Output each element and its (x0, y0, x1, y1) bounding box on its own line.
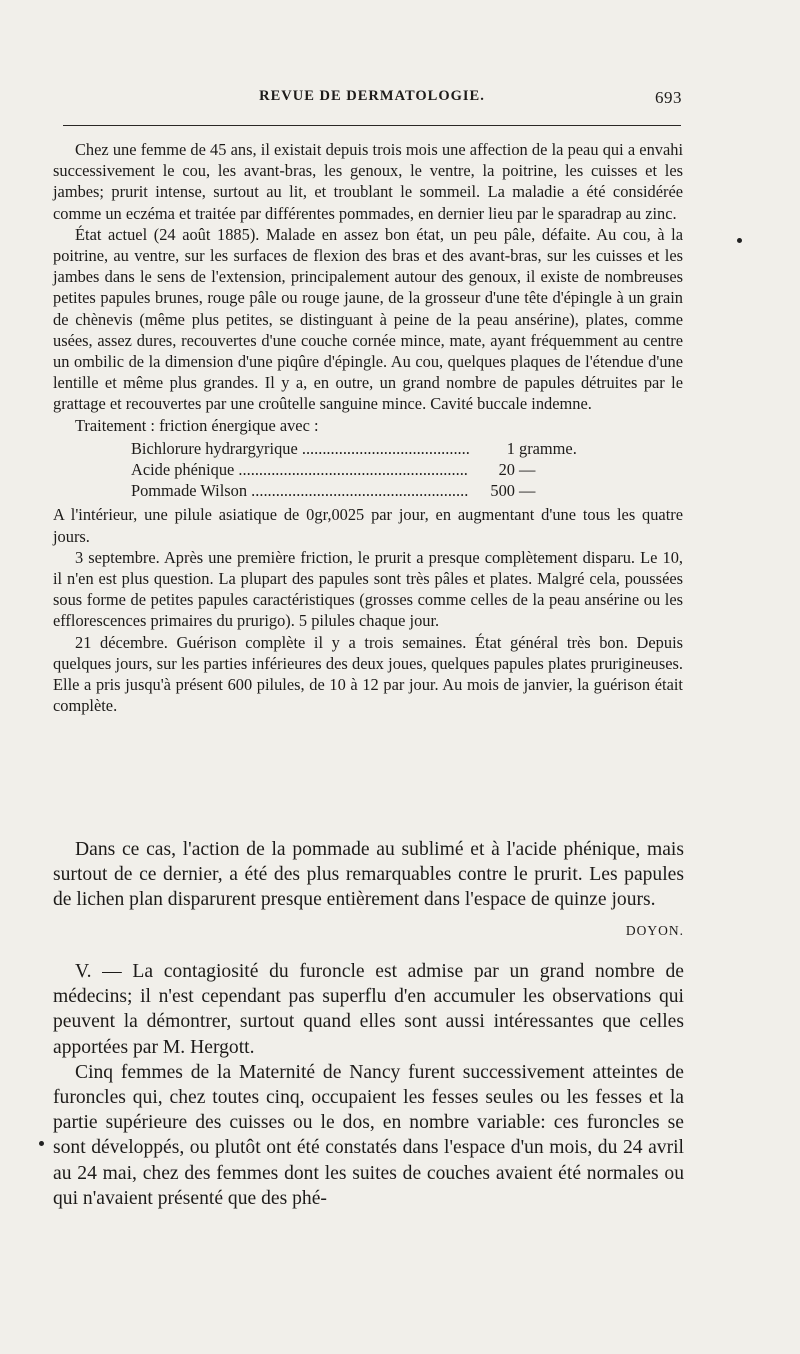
prescription-qty: 1 (506, 438, 515, 458)
section-paragraph: Cinq femmes de la Maternité de Nancy furent successivement atteintes de furoncles qui, chez toutes cinq, occupaient les fesses seules ou les fesses et la partie supérieure des cuisses ou le dos, en nombre variable: ces furoncles se sont développés, ou plutôt ont été constatés dans l'espace d'un mois, du 24 avril au 24 mai, chez des femmes dont les suites de couches avaient été normales ou qui n'avaient présenté que des phé- (53, 1061, 684, 1209)
prescription-unit: gramme. (519, 438, 577, 458)
prescription-row (131, 438, 611, 459)
header-rule (63, 125, 681, 126)
page-number: 693 (655, 88, 682, 107)
case-paragraph: Chez une femme de 45 ans, il existait depuis trois mois une affection de la peau qui a envahi successivement le cou, les avant-bras, les genoux, le ventre, la poitrine, les cuisses et les jambes; prurit intense, surtout au lit, et troublant le sommeil. La maladie a été considérée comme un eczéma et traitée par différentes pommades, en dernier lieu par le sparadrap au zinc. (53, 140, 683, 223)
margin-speck (737, 238, 742, 243)
journal-title: REVUE DE DERMATOLOGIE. (259, 88, 485, 104)
prescription-unit: — (519, 481, 536, 501)
case-paragraph: 3 septembre. Après une première friction, le prurit a presque complètement disparu. Le 10, il n'en est plus question. La plupart des papules sont très pâles et plates. Malgré cela, poussées sous forme de petites papules caractéristiques (grosses comme celles de la peau ansérine ou les efflorescences primaires du prurigo). 5 pilules chaque jour. (53, 547, 683, 631)
author-signature: DOYON. (625, 922, 684, 938)
conclusion-paragraph (53, 837, 684, 938)
conclusion-text: Dans ce cas, l'action de la pommade au sublimé et à l'acide phénique, mais surtout de ce dernier, a été des plus remarquables contre le prurit. Les papules de lichen plan disparurent presque entièrement dans l'espace de quinze jours. (53, 839, 684, 911)
prescription-qty: 500 (490, 481, 515, 501)
conclusion (53, 837, 684, 943)
case-paragraph: A l'intérieur, une pilule asiatique de 0gr,0025 par jour, en augmentant d'une tous les quatre jours. (53, 505, 683, 546)
running-header (62, 88, 682, 114)
prescription (131, 438, 683, 502)
prescription-label: Pommade Wilson ..... (131, 480, 469, 501)
case-paragraph: 21 décembre. Guérison complète il y a trois semaines. État général très bon. Depuis quelques jours, sur les parties inférieures des deux joues, quelques papules plates prurigineuses. Elle a pris jusqu'à présent 600 pilules, de 10 à 12 par jour. Au mois de janvier, la guérison était complète. (53, 632, 683, 716)
prescription-unit: — (519, 460, 536, 480)
case-paragraph: Traitement : friction énergique avec : (75, 415, 319, 435)
case-paragraph: État actuel (24 août 1885). Malade en assez bon état, un peu pâle, défaite. Au cou, à la poitrine, au ventre, sur les surfaces de flexion des bras et des avant-bras, sur les cuisses et les jambes dans le sens de l'extension, principalement autour des genoux, il existe de nombreuses petites papules brunes, rouge pâle ou rouge jaune, de la grosseur d'une tête d'épingle à un grain de chènevis (même plus petites, se distinguant à peine de la peau ansérine), plates, comme usées, assez dures, recouvertes d'une couche cornée mince, mate, ayant fréquemment au centre un ombilic de la dimension d'une piqûre d'épingle. Au cou, quelques plaques de l'étendue d'une lentille et même plus grandes. Il y a, en outre, un grand nombre de papules détruites par le grattage et recouvertes par une croûtelle sanguine mince. Cavité buccale indemne. (53, 224, 683, 414)
prescription-row (131, 459, 611, 480)
case-report (53, 139, 683, 716)
section-paragraph: V. — La contagiosité du furoncle est admise par un grand nombre de médecins; il n'est cependant pas superflu d'en accumuler les observations qui peuvent la démontrer, surtout quand elles sont aussi intéressantes que celles apportées par M. Hergott. (53, 961, 684, 1058)
prescription-row (131, 480, 611, 501)
prescription-label: Acide phénique ..... (131, 459, 469, 480)
section-v (53, 959, 684, 1211)
prescription-qty: 20 (498, 460, 515, 480)
prescription-label: Bichlorure hydrargyrique ..... (131, 438, 469, 459)
margin-speck (39, 1141, 44, 1146)
